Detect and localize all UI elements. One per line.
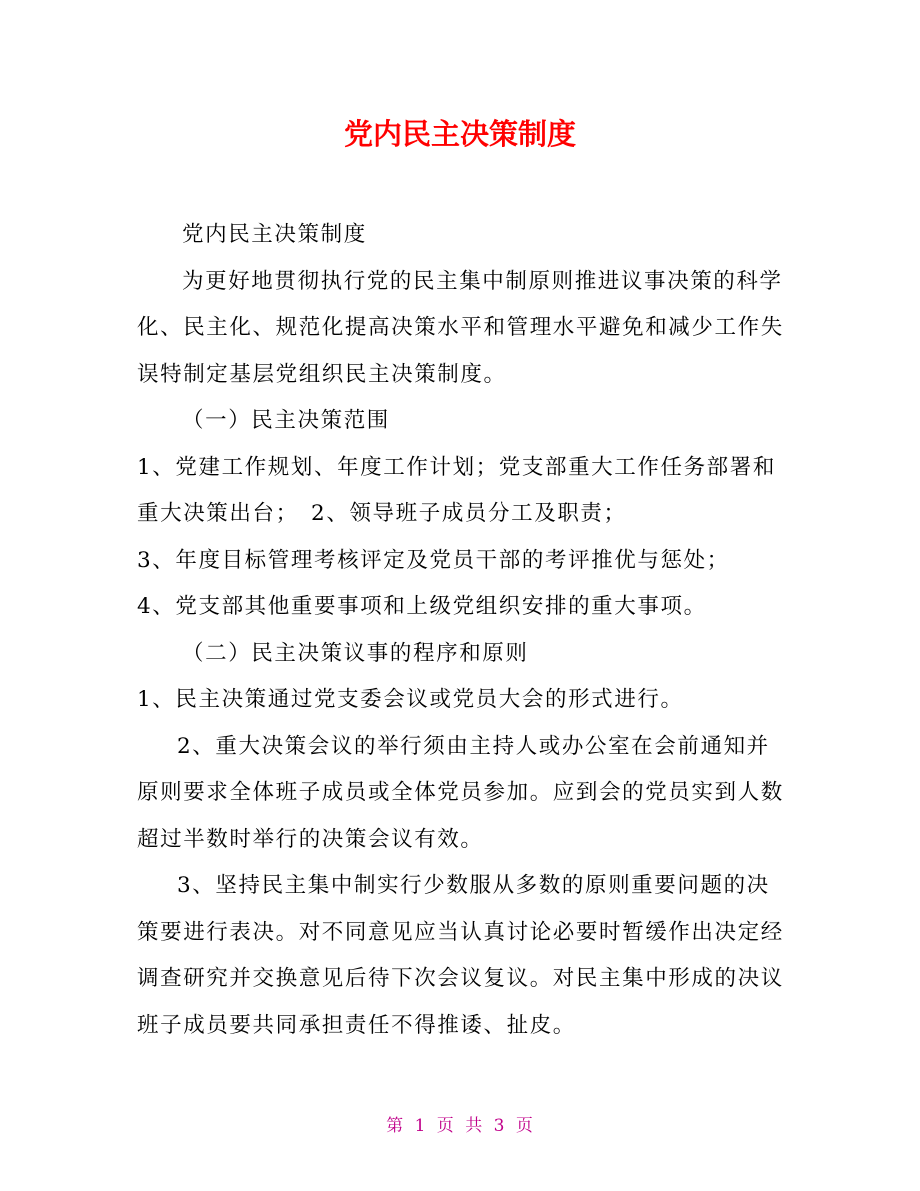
footer-total-pages: 3: [493, 1116, 506, 1136]
section-heading-scope: （一）民主决策范围: [182, 408, 390, 433]
intro-paragraph: 为更好地贯彻执行党的民主集中制原则推进议事决策的科学化、民主化、规范化提高决策水平和管理水平避免和减少工作失误特制定基层党组织民主决策制度。: [137, 268, 784, 387]
page-footer: [0, 1111, 920, 1141]
procedure-item-1: 1、民主决策通过党支委会议或党员大会的形式进行。: [137, 687, 684, 712]
scope-item-3: 3、年度目标管理考核评定及党员干部的考评推优与惩处；: [137, 547, 730, 573]
footer-page-unit: 页: [436, 1116, 455, 1136]
section-heading-procedure: （二）民主决策议事的程序和原则: [182, 640, 529, 666]
footer-total-label: 共: [465, 1116, 484, 1136]
footer-total-unit: 页: [515, 1116, 534, 1136]
footer-current-page: 1: [414, 1116, 427, 1136]
scope-item-4: 4、党支部其他重要事项和上级党组织安排的重大事项。: [137, 594, 707, 619]
subtitle-paragraph: 党内民主决策制度: [182, 222, 367, 247]
scope-item-1-2: 1、党建工作规划、年度工作计划；党支部重大工作任务部署和重大决策出台； 2、领导班子成员分工及职责；: [137, 454, 776, 526]
document-title: 党内民主决策制度: [343, 117, 576, 151]
footer-page-label: 第: [386, 1116, 405, 1136]
procedure-item-3: 3、坚持民主集中制实行少数服从多数的原则重要问题的决策要进行表决。对不同意见应当认真讨论必要时暂缓作出决定经调查研究并交换意见后待下次会议复议。对民主集中形成的决议班子成员要共同承担责任不得推诿、扯皮。: [137, 873, 784, 1038]
procedure-item-2: 2、重大决策会议的举行须由主持人或办公室在会前通知并原则要求全体班子成员或全体党员参加。应到会的党员实到人数超过半数时举行的决策会议有效。: [137, 733, 784, 852]
document-body: [137, 212, 785, 1049]
